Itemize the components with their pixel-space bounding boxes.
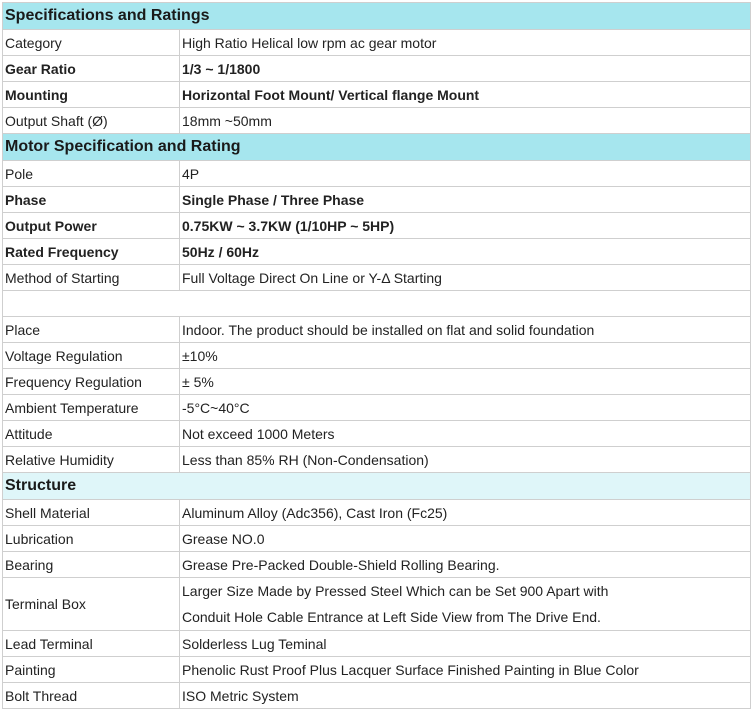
row-value: 50Hz / 60Hz: [180, 239, 751, 265]
row-label: Frequency Regulation: [3, 369, 180, 395]
row-value: Not exceed 1000 Meters: [180, 421, 751, 447]
row-value: Phenolic Rust Proof Plus Lacquer Surface Finished Painting in Blue Color: [180, 657, 751, 683]
table-row: [3, 108, 751, 134]
table-row: [3, 369, 751, 395]
row-label: Mounting: [3, 82, 180, 108]
row-value: Single Phase / Three Phase: [180, 187, 751, 213]
table-row: [3, 213, 751, 239]
row-label: Phase: [3, 187, 180, 213]
row-label: Gear Ratio: [3, 56, 180, 82]
table-row: [3, 161, 751, 187]
row-label: Rated Frequency: [3, 239, 180, 265]
section-title: Structure: [3, 473, 751, 500]
row-value-line-2: Conduit Hole Cable Entrance at Left Side View from The Drive End.: [182, 609, 601, 625]
row-label: Bearing: [3, 552, 180, 578]
row-label: Place: [3, 317, 180, 343]
section-title: Specifications and Ratings: [3, 3, 751, 30]
row-value: -5°C~40°C: [180, 395, 751, 421]
table-row: [3, 395, 751, 421]
section-title: Motor Specification and Rating: [3, 134, 751, 161]
table-row: [3, 265, 751, 291]
row-label: Shell Material: [3, 500, 180, 526]
table-row: [3, 317, 751, 343]
table-row: [3, 30, 751, 56]
row-label: Lead Terminal: [3, 631, 180, 657]
table-row: [3, 500, 751, 526]
row-value: ISO Metric System: [180, 683, 751, 709]
row-label: Output Power: [3, 213, 180, 239]
section-header-structure: [3, 473, 751, 500]
row-value: High Ratio Helical low rpm ac gear motor: [180, 30, 751, 56]
row-value: 0.75KW ~ 3.7KW (1/10HP ~ 5HP): [180, 213, 751, 239]
table-row: [3, 421, 751, 447]
row-value: ±10%: [180, 343, 751, 369]
table-row: [3, 343, 751, 369]
row-label: Voltage Regulation: [3, 343, 180, 369]
row-label: Ambient Temperature: [3, 395, 180, 421]
table-row: [3, 578, 751, 631]
row-value-multiline: [180, 578, 751, 631]
table-row: [3, 552, 751, 578]
row-label: Output Shaft (Ø): [3, 108, 180, 134]
row-label: Method of Starting: [3, 265, 180, 291]
row-value: ± 5%: [180, 369, 751, 395]
row-value: Solderless Lug Teminal: [180, 631, 751, 657]
row-label: Relative Humidity: [3, 447, 180, 473]
row-label: Terminal Box: [3, 578, 180, 631]
table-row: [3, 683, 751, 709]
table-row: [3, 56, 751, 82]
blank-cell: [3, 291, 751, 317]
row-value: Horizontal Foot Mount/ Vertical flange Mount: [180, 82, 751, 108]
row-value: Grease NO.0: [180, 526, 751, 552]
row-value: 18mm ~50mm: [180, 108, 751, 134]
row-label: Bolt Thread: [3, 683, 180, 709]
table-row: [3, 657, 751, 683]
row-value: Less than 85% RH (Non-Condensation): [180, 447, 751, 473]
row-value: Aluminum Alloy (Adc356), Cast Iron (Fc25): [180, 500, 751, 526]
row-label: Pole: [3, 161, 180, 187]
table-row: [3, 631, 751, 657]
table-row: [3, 526, 751, 552]
section-header-specifications: [3, 3, 751, 30]
section-header-motor: [3, 134, 751, 161]
table-row: [3, 187, 751, 213]
row-value: Indoor. The product should be installed on flat and solid foundation: [180, 317, 751, 343]
table-row: [3, 447, 751, 473]
table-row: [3, 82, 751, 108]
row-value-line-1: Larger Size Made by Pressed Steel Which can be Set 900 Apart with: [182, 583, 609, 599]
row-value: 4P: [180, 161, 751, 187]
row-label: Category: [3, 30, 180, 56]
specifications-table: [2, 2, 751, 709]
row-value: 1/3 ~ 1/1800: [180, 56, 751, 82]
row-label: Lubrication: [3, 526, 180, 552]
row-label: Painting: [3, 657, 180, 683]
row-label: Attitude: [3, 421, 180, 447]
row-value: Grease Pre-Packed Double-Shield Rolling Bearing.: [180, 552, 751, 578]
row-value: Full Voltage Direct On Line or Y-Δ Starting: [180, 265, 751, 291]
blank-separator-row: [3, 291, 751, 317]
table-row: [3, 239, 751, 265]
